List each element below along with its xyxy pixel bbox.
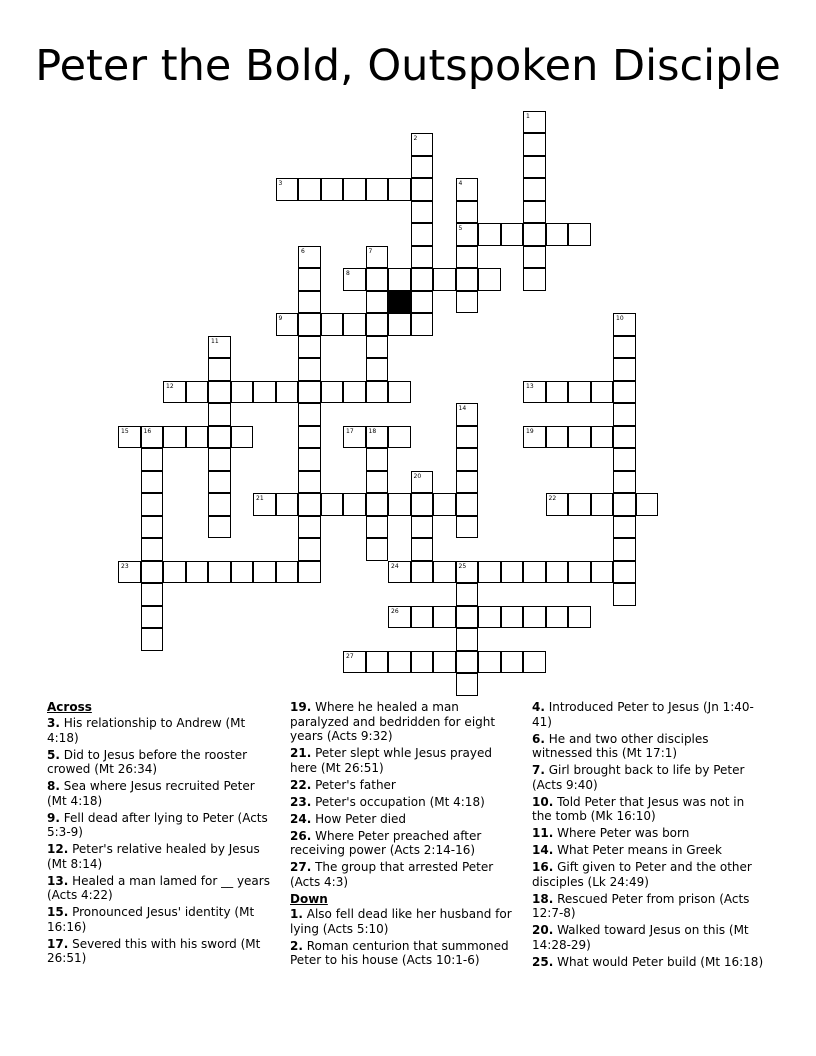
crossword-cell[interactable]	[613, 336, 636, 359]
clue-down	[532, 700, 767, 729]
crossword-cell[interactable]	[456, 426, 479, 449]
crossword-cell[interactable]	[343, 178, 366, 201]
crossword-cell[interactable]	[343, 268, 366, 291]
clue-down	[532, 892, 767, 921]
crossword-cell[interactable]	[208, 358, 231, 381]
clue-text: Where Peter was born	[553, 826, 690, 840]
crossword-cell[interactable]	[321, 178, 344, 201]
cell-number: 24	[391, 562, 399, 570]
crossword-cell[interactable]	[613, 426, 636, 449]
crossword-cell[interactable]	[613, 471, 636, 494]
clue-number: 27.	[290, 860, 312, 874]
clue-text: Sea where Jesus recruited Peter (Mt 4:18)	[47, 779, 255, 808]
clue-text: Gift given to Peter and the other disciples (Lk 24:49)	[532, 860, 752, 889]
clue-text: Told Peter that Jesus was not in the tomb (Mk 16:10)	[532, 794, 745, 823]
crossword-cell[interactable]	[343, 381, 366, 404]
clue-across	[290, 829, 520, 858]
clue-down	[532, 732, 767, 761]
crossword-cell[interactable]	[388, 651, 411, 674]
cell-number: 1	[526, 112, 530, 120]
cell-number: 10	[616, 315, 624, 322]
crossword-cell[interactable]	[388, 381, 411, 404]
clue-number: 8.	[47, 779, 60, 793]
crossword-cell[interactable]	[591, 426, 614, 449]
crossword-cell[interactable]	[546, 561, 569, 584]
clue-text: Walked toward Jesus on this (Mt 14:28-29)	[532, 923, 749, 952]
clue-across	[290, 778, 520, 793]
crossword-cell[interactable]	[411, 246, 434, 269]
crossword-cell[interactable]	[321, 313, 344, 336]
clue-across	[290, 746, 520, 775]
clue-number: 24.	[290, 811, 312, 826]
crossword-cell[interactable]	[568, 561, 591, 584]
cell-number: 14	[458, 405, 467, 412]
clue-down	[290, 939, 520, 968]
clue-number: 20.	[532, 923, 554, 937]
crossword-cell[interactable]	[388, 493, 411, 516]
crossword-cell[interactable]	[276, 561, 299, 584]
crossword-cell[interactable]	[276, 381, 299, 404]
clue-across	[47, 905, 272, 934]
crossword-cell[interactable]	[141, 471, 164, 494]
black-cell	[388, 291, 411, 314]
crossword-cell[interactable]	[366, 516, 389, 539]
crossword-cell[interactable]	[523, 606, 546, 629]
crossword-cell[interactable]	[456, 583, 479, 606]
crossword-cell[interactable]	[501, 651, 524, 674]
clue-across	[47, 716, 272, 745]
cell-number: 9	[278, 315, 283, 322]
clue-number: 18.	[532, 891, 554, 906]
crossword-cell[interactable]	[276, 493, 299, 516]
crossword-cell[interactable]	[411, 493, 434, 516]
crossword-cell[interactable]	[366, 336, 389, 359]
crossword-cell[interactable]	[523, 156, 546, 179]
clue-number: 17.	[47, 936, 69, 951]
crossword-cell[interactable]	[366, 268, 389, 291]
clue-across	[47, 779, 272, 808]
crossword-cell[interactable]	[411, 156, 434, 179]
cell-number: 11	[211, 337, 219, 345]
crossword-cell[interactable]	[388, 268, 411, 291]
crossword-cell[interactable]	[231, 426, 254, 449]
crossword-cell[interactable]	[501, 223, 524, 246]
crossword-cell[interactable]	[478, 223, 501, 246]
cell-number: 15	[121, 427, 129, 435]
crossword-cell[interactable]	[298, 493, 321, 516]
crossword-cell[interactable]	[208, 471, 231, 494]
crossword-cell[interactable]	[523, 268, 546, 291]
crossword-cell[interactable]	[613, 358, 636, 381]
cell-number: 25	[458, 562, 467, 570]
crossword-cell[interactable]	[523, 223, 546, 246]
crossword-cell[interactable]	[613, 381, 636, 404]
crossword-cell[interactable]	[456, 471, 479, 494]
clue-number: 7.	[532, 763, 545, 777]
clue-number: 5.	[47, 747, 60, 762]
crossword-cell[interactable]	[523, 246, 546, 269]
crossword-cell[interactable]	[163, 426, 186, 449]
crossword-cell[interactable]	[208, 426, 231, 449]
crossword-cell[interactable]	[298, 561, 321, 584]
crossword-cell[interactable]	[298, 448, 321, 471]
crossword-cell[interactable]	[411, 223, 434, 246]
crossword-cell[interactable]	[411, 561, 434, 584]
crossword-cell[interactable]	[433, 268, 456, 291]
crossword-cell[interactable]	[208, 516, 231, 539]
clue-number: 15.	[47, 905, 69, 919]
crossword-cell[interactable]	[298, 246, 321, 269]
crossword-cell[interactable]	[118, 426, 141, 449]
crossword-cell[interactable]	[546, 426, 569, 449]
crossword-cell[interactable]	[568, 381, 591, 404]
crossword-cell[interactable]	[388, 313, 411, 336]
clue-text: Roman centurion that summoned Peter to his house (Acts 10:1-6)	[290, 938, 509, 967]
crossword-cell[interactable]	[186, 561, 209, 584]
crossword-cell[interactable]	[208, 336, 231, 359]
crossword-cell[interactable]	[636, 493, 659, 516]
crossword-cell[interactable]	[366, 358, 389, 381]
clue-number: 14.	[532, 843, 554, 857]
crossword-cell[interactable]	[456, 268, 479, 291]
clue-number: 25.	[532, 954, 554, 969]
crossword-cell[interactable]	[546, 381, 569, 404]
clue-number: 22.	[290, 777, 312, 792]
clue-down	[532, 843, 767, 858]
crossword-cell[interactable]	[321, 493, 344, 516]
clue-across	[47, 874, 272, 903]
crossword-cell[interactable]	[456, 178, 479, 201]
crossword-cell[interactable]	[298, 291, 321, 314]
crossword-cell[interactable]	[231, 381, 254, 404]
crossword-cell[interactable]	[613, 313, 636, 336]
crossword-cell[interactable]	[141, 426, 164, 449]
crossword-cell[interactable]	[456, 516, 479, 539]
crossword-cell[interactable]	[186, 426, 209, 449]
crossword-cell[interactable]	[298, 336, 321, 359]
crossword-cell[interactable]	[298, 178, 321, 201]
crossword-cell[interactable]	[366, 448, 389, 471]
clue-text: Where he healed a man paralyzed and bedridden for eight years (Acts 9:32)	[290, 700, 496, 743]
cell-number: 5	[458, 225, 463, 232]
clue-across	[290, 812, 520, 827]
clue-number: 13.	[47, 873, 69, 888]
crossword-cell[interactable]	[411, 133, 434, 156]
crossword-cell[interactable]	[343, 313, 366, 336]
crossword-cell[interactable]	[186, 381, 209, 404]
clues-column-1	[47, 700, 272, 968]
crossword-cell[interactable]	[388, 561, 411, 584]
crossword-cell[interactable]	[523, 178, 546, 201]
crossword-cell[interactable]	[613, 583, 636, 606]
clue-down	[290, 907, 520, 936]
clue-number: 12.	[47, 842, 69, 856]
crossword-cell[interactable]	[141, 561, 164, 584]
crossword-cell[interactable]	[276, 313, 299, 336]
crossword-cell[interactable]	[456, 606, 479, 629]
crossword-cell[interactable]	[456, 201, 479, 224]
crossword-cell[interactable]	[298, 538, 321, 561]
crossword-cell[interactable]	[411, 606, 434, 629]
clue-across	[47, 748, 272, 777]
crossword-cell[interactable]	[366, 493, 389, 516]
crossword-cell[interactable]	[613, 448, 636, 471]
clue-text: What Peter means in Greek	[553, 843, 722, 857]
clue-number: 9.	[47, 810, 60, 825]
crossword-cell[interactable]	[456, 291, 479, 314]
clue-down	[532, 923, 767, 952]
crossword-cell[interactable]	[208, 493, 231, 516]
cell-number: 2	[413, 135, 418, 142]
clue-across	[47, 937, 272, 966]
clue-text: Introduced Peter to Jesus (Jn 1:40-41)	[532, 700, 754, 729]
clue-text: Severed this with his sword (Mt 26:51)	[47, 936, 261, 965]
crossword-cell[interactable]	[523, 201, 546, 224]
clue-across	[290, 860, 520, 889]
crossword-cell[interactable]	[118, 561, 141, 584]
crossword-cell[interactable]	[591, 381, 614, 404]
crossword-cell[interactable]	[366, 291, 389, 314]
crossword-cell[interactable]	[433, 493, 456, 516]
clue-down	[532, 860, 767, 889]
crossword-cell[interactable]	[613, 493, 636, 516]
clue-down	[532, 826, 767, 841]
crossword-cell[interactable]	[343, 426, 366, 449]
crossword-cell[interactable]	[411, 471, 434, 494]
crossword-cell[interactable]	[343, 493, 366, 516]
clue-down	[532, 795, 767, 824]
crossword-cell[interactable]	[568, 493, 591, 516]
crossword-cell[interactable]	[231, 561, 254, 584]
crossword-cell[interactable]	[523, 133, 546, 156]
cell-number: 27	[346, 652, 354, 660]
puzzle-title: Peter the Bold, Outspoken Disciple	[35, 41, 781, 91]
crossword-cell[interactable]	[478, 606, 501, 629]
clue-across	[290, 795, 520, 810]
crossword-cell[interactable]	[546, 223, 569, 246]
crossword-cell[interactable]	[141, 606, 164, 629]
cell-number: 8	[346, 270, 350, 277]
crossword-cell[interactable]	[388, 426, 411, 449]
crossword-cell[interactable]	[456, 628, 479, 651]
crossword-cell[interactable]	[501, 561, 524, 584]
clue-number: 11.	[532, 826, 554, 840]
crossword-cell[interactable]	[478, 268, 501, 291]
crossword-cell[interactable]	[411, 651, 434, 674]
crossword-cell[interactable]	[343, 651, 366, 674]
crossword-cell[interactable]	[433, 561, 456, 584]
crossword-cell[interactable]	[208, 448, 231, 471]
clue-text: Did to Jesus before the rooster crowed (Mt 26:34)	[47, 747, 248, 776]
crossword-cell[interactable]	[298, 403, 321, 426]
crossword-cell[interactable]	[456, 561, 479, 584]
clue-text: Rescued Peter from prison (Acts 12:7-8)	[532, 891, 750, 920]
cell-number: 3	[278, 180, 283, 187]
crossword-cell[interactable]	[456, 448, 479, 471]
clue-text: The group that arrested Peter (Acts 4:3)	[290, 860, 494, 889]
crossword-cell[interactable]	[366, 426, 389, 449]
crossword-cell[interactable]	[523, 426, 546, 449]
crossword-cell[interactable]	[613, 561, 636, 584]
crossword-cell[interactable]	[523, 111, 546, 134]
clue-text: Fell dead after lying to Peter (Acts 5:3-9)	[47, 810, 268, 839]
clue-number: 10.	[532, 794, 554, 809]
crossword-cell[interactable]	[141, 493, 164, 516]
crossword-cell[interactable]	[366, 178, 389, 201]
clue-text: Healed a man lamed for __ years (Acts 4:22)	[47, 873, 270, 902]
clue-number: 16.	[532, 860, 554, 874]
clue-across	[47, 842, 272, 871]
cell-number: 21	[256, 495, 264, 502]
crossword-cell[interactable]	[591, 561, 614, 584]
crossword-cell[interactable]	[478, 561, 501, 584]
clue-text: Peter's father	[311, 777, 396, 792]
crossword-cell[interactable]	[253, 381, 276, 404]
crossword-cell[interactable]	[298, 426, 321, 449]
crossword-cell[interactable]	[501, 606, 524, 629]
crossword-cell[interactable]	[253, 561, 276, 584]
cell-number: 26	[391, 607, 399, 615]
crossword-cell[interactable]	[141, 628, 164, 651]
clue-text: Peter slept whle Jesus prayed here (Mt 26:51)	[290, 746, 493, 775]
crossword-cell[interactable]	[208, 561, 231, 584]
down-heading: Down	[290, 891, 328, 906]
clue-number: 2.	[290, 938, 303, 953]
crossword-cell[interactable]	[523, 381, 546, 404]
clue-text: Where Peter preached after receiving power (Acts 2:14-16)	[290, 828, 482, 857]
crossword-cell[interactable]	[141, 538, 164, 561]
crossword-cell[interactable]	[141, 516, 164, 539]
crossword-cell[interactable]	[456, 223, 479, 246]
cell-number: 7	[368, 247, 373, 255]
cell-number: 19	[526, 427, 534, 435]
crossword-cell[interactable]	[298, 358, 321, 381]
crossword-cell[interactable]	[523, 651, 546, 674]
cell-number: 18	[368, 427, 377, 435]
crossword-cell[interactable]	[298, 268, 321, 291]
crossword-cell[interactable]	[411, 313, 434, 336]
clue-number: 21.	[290, 746, 312, 760]
clue-number: 3.	[47, 716, 60, 730]
clues-column-3	[532, 700, 767, 972]
clue-number: 6.	[532, 731, 545, 746]
clue-text: Pronounced Jesus' identity (Mt 16:16)	[47, 905, 255, 934]
clue-number: 26.	[290, 828, 312, 843]
crossword-cell[interactable]	[276, 178, 299, 201]
crossword-cell[interactable]	[141, 583, 164, 606]
crossword-cell[interactable]	[478, 651, 501, 674]
clue-number: 4.	[532, 700, 545, 714]
clue-down	[532, 955, 767, 970]
clue-across	[47, 811, 272, 840]
crossword-cell[interactable]	[411, 201, 434, 224]
crossword-cell[interactable]	[163, 381, 186, 404]
clue-text: Peter's relative healed by Jesus (Mt 8:14)	[47, 842, 260, 871]
clue-text: He and two other disciples witnessed this (Mt 17:1)	[532, 731, 709, 760]
crossword-cell[interactable]	[208, 403, 231, 426]
cell-number: 20	[413, 472, 422, 480]
crossword-cell[interactable]	[388, 178, 411, 201]
crossword-cell[interactable]	[613, 516, 636, 539]
crossword-cell[interactable]	[298, 516, 321, 539]
crossword-cell[interactable]	[366, 538, 389, 561]
crossword-cell[interactable]	[456, 403, 479, 426]
cell-number: 23	[121, 562, 129, 570]
clue-text: How Peter died	[311, 811, 407, 826]
clue-number: 1.	[290, 907, 303, 921]
crossword-cell[interactable]	[141, 448, 164, 471]
crossword-cell[interactable]	[456, 246, 479, 269]
crossword-cell[interactable]	[546, 493, 569, 516]
clue-number: 23.	[290, 794, 312, 809]
crossword-cell[interactable]	[321, 381, 344, 404]
crossword-cell[interactable]	[523, 561, 546, 584]
crossword-cell[interactable]	[411, 268, 434, 291]
crossword-cell[interactable]	[366, 471, 389, 494]
cell-number: 4	[458, 180, 463, 187]
crossword-cell[interactable]	[411, 538, 434, 561]
crossword-cell[interactable]	[433, 606, 456, 629]
crossword-cell[interactable]	[433, 651, 456, 674]
crossword-cell[interactable]	[388, 606, 411, 629]
cell-number: 16	[143, 427, 152, 435]
crossword-cell[interactable]	[456, 493, 479, 516]
crossword-cell[interactable]	[298, 313, 321, 336]
crossword-cell[interactable]	[253, 493, 276, 516]
across-heading: Across	[47, 700, 92, 714]
crossword-cell[interactable]	[568, 426, 591, 449]
crossword-cell[interactable]	[568, 606, 591, 629]
clue-across	[290, 700, 520, 744]
crossword-cell[interactable]	[411, 291, 434, 314]
crossword-cell[interactable]	[411, 178, 434, 201]
clue-text: Girl brought back to life by Peter (Acts 9:40)	[532, 763, 745, 792]
cell-number: 12	[166, 382, 174, 390]
crossword-cell[interactable]	[298, 381, 321, 404]
clue-text: Peter's occupation (Mt 4:18)	[311, 794, 485, 809]
cell-number: 22	[548, 495, 557, 502]
crossword-cell[interactable]	[568, 223, 591, 246]
crossword-cell[interactable]	[456, 651, 479, 674]
crossword-cell[interactable]	[366, 381, 389, 404]
crossword-cell[interactable]	[298, 471, 321, 494]
crossword-cell[interactable]	[366, 651, 389, 674]
crossword-cell[interactable]	[366, 313, 389, 336]
clue-number: 19.	[290, 700, 312, 714]
crossword-cell[interactable]	[366, 246, 389, 269]
crossword-cell[interactable]	[208, 381, 231, 404]
crossword-cell[interactable]	[456, 673, 479, 696]
cell-number: 13	[526, 382, 534, 390]
cell-number: 17	[346, 427, 354, 435]
clue-text: His relationship to Andrew (Mt 4:18)	[47, 716, 246, 745]
crossword-cell[interactable]	[411, 516, 434, 539]
clues-column-2	[290, 700, 520, 970]
crossword-cell[interactable]	[613, 538, 636, 561]
crossword-cell[interactable]	[613, 403, 636, 426]
clue-text: Also fell dead like her husband for lying (Acts 5:10)	[290, 907, 512, 936]
cell-number: 6	[301, 247, 305, 255]
crossword-cell[interactable]	[546, 606, 569, 629]
crossword-cell[interactable]	[163, 561, 186, 584]
clue-down	[532, 763, 767, 792]
clue-text: What would Peter build (Mt 16:18)	[553, 954, 764, 969]
crossword-cell[interactable]	[591, 493, 614, 516]
